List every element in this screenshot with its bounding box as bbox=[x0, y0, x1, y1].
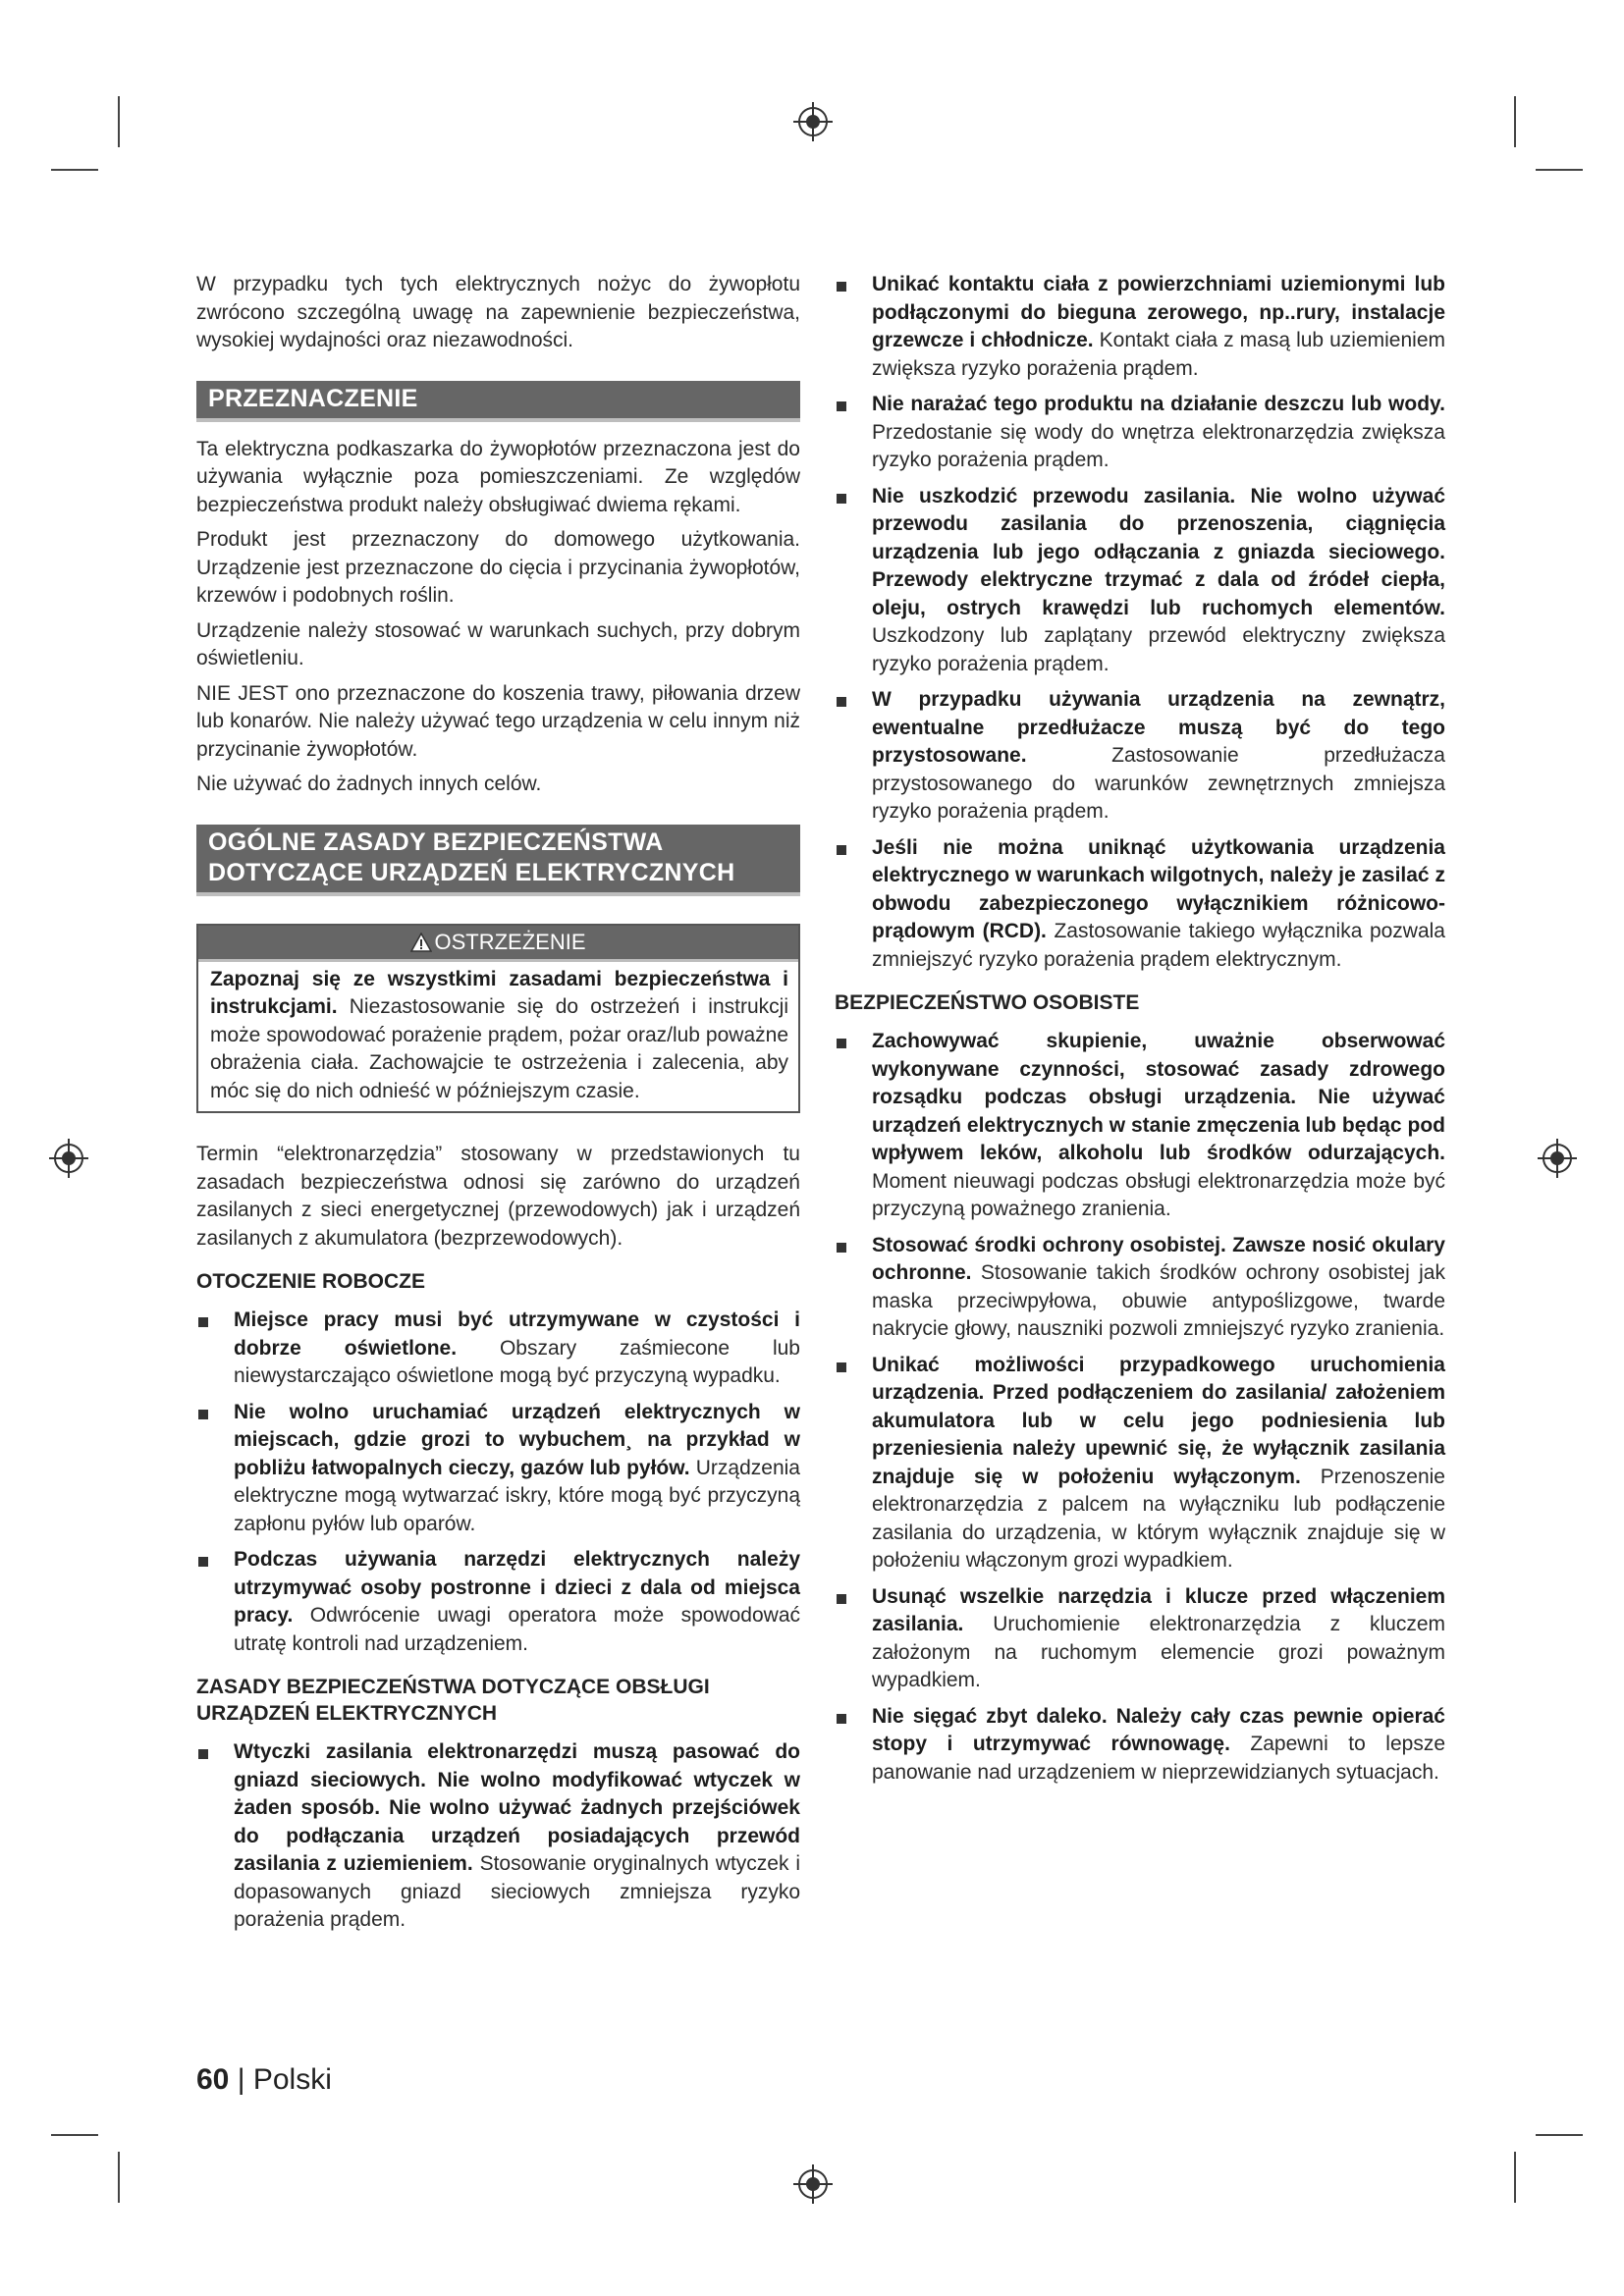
intro-paragraph: W przypadku tych tych elektrycznych nożyc do żywopłotu zwrócono szczególną uwagę na zapewnienie bezpieczeństwa, wysokiej wydajności oraz niezawodności. bbox=[196, 273, 800, 351]
list-item-bold: Nie sięgać zbyt daleko. Należy cały czas pewnie opierać stopy i utrzymywać równowagę. bbox=[872, 1704, 1445, 1755]
purpose-paragraph: NIE JEST ono przeznaczone do koszenia trawy, piłowania drzew lub konarów. Nie należy używać tego urządzenia w celu innym niż przycinanie żywopłotów. bbox=[196, 681, 800, 761]
crop-mark bbox=[1514, 2152, 1516, 2203]
personal-safety-list bbox=[835, 1028, 1445, 1787]
list-item-text: Przedostanie się wody do wnętrza elektronarzędzia zwiększa ryzyko porażenia prądem. bbox=[872, 420, 1445, 471]
list-item-bold: Stosować środki ochrony osobistej. Zawsze nosić okulary ochronne. bbox=[872, 1233, 1445, 1284]
list-item-bold: Wtyczki zasilania elektronarzędzi muszą pasować do gniazd sieciowych. Nie wolno modyfikować wtyczek w żaden sposób. Nie wolno używać żadnych przejściówek do podłączania urządzeń posiadających przewód zasilania z uziemieniem. bbox=[234, 1740, 800, 1875]
list-item bbox=[835, 271, 1445, 383]
warning-header bbox=[198, 926, 798, 962]
right-column bbox=[835, 271, 1445, 1794]
work-area-list bbox=[196, 1307, 800, 1658]
crop-mark bbox=[51, 169, 98, 171]
crop-mark bbox=[118, 2152, 120, 2203]
list-item-text: Przenoszenie elektronarzędzia z palcem na wyłączniku lub podłączenie zasilania do urządzenia, w którym wyłącznik znajduje się w położeniu włączonym grozi wypadkiem. bbox=[872, 1465, 1445, 1572]
warning-triangle-icon bbox=[410, 933, 432, 952]
warning-box bbox=[196, 924, 800, 1114]
list-item-text: Zastosowanie przedłużacza przystosowanego do warunków zewnętrznych zmniejsza ryzyko porażenia prądem. bbox=[872, 744, 1445, 823]
registration-mark-icon bbox=[1536, 1137, 1579, 1180]
list-item-text: Obszary zaśmiecone lub niewystarczająco oświetlone mogą być przyczyną wypadku. bbox=[234, 1336, 800, 1387]
list-item bbox=[835, 1352, 1445, 1575]
list-item-bold: Unikać kontaktu ciała z powierzchniami uziemionymi lub podłączonymi do bieguna zerowego, np..rury, instalacje grzewcze i chłodnicze. bbox=[872, 273, 1445, 351]
list-item-bold: W przypadku używania urządzenia na zewnątrz, ewentualne przedłużacze muszą być do tego przystosowane. bbox=[872, 688, 1445, 767]
list-item-bold: Usunąć wszelkie narzędzia i klucze przed włączeniem zasilania. bbox=[872, 1584, 1445, 1635]
electrical-list-continued bbox=[835, 271, 1445, 974]
list-item bbox=[196, 1546, 800, 1658]
subheading-electrical-safety: ZASADY BEZPIECZEŃSTWA DOTYCZĄCE OBSŁUGI URZĄDZEŃ ELEKTRYCZNYCH bbox=[196, 1676, 710, 1725]
purpose-paragraph: Nie używać do żadnych innych celów. bbox=[196, 773, 542, 795]
page-footer bbox=[196, 2062, 332, 2098]
left-column bbox=[196, 271, 800, 1943]
list-item-text: Zapewni to lepsze panowanie nad urządzeniem w nieprzewidzianych sytuacjach. bbox=[872, 1733, 1445, 1784]
section-heading-general-safety bbox=[196, 825, 800, 896]
list-item-text: Zastosowanie takiego wyłącznika pozwala zmniejszyć ryzyko porażenia prądem elektrycznym. bbox=[872, 920, 1445, 971]
list-item bbox=[196, 1399, 800, 1539]
term-paragraph: Termin “elektronarzędzia” stosowany w przedstawionych tu zasadach bezpieczeństwa odnosi się zarówno do urządzeń zasilanych z sieci energetycznej (przewodowych) jak i urządzeń zasilanych z akumulatora (bezprzewodowych). bbox=[196, 1143, 800, 1250]
list-item bbox=[835, 1703, 1445, 1788]
list-item-bold: Miejsce pracy musi być utrzymywane w czystości i dobrze oświetlone. bbox=[234, 1308, 800, 1360]
registration-mark-icon bbox=[791, 2163, 835, 2206]
warning-bold-text: Zapoznaj się ze wszystkimi zasadami bezpieczeństwa i instrukcjami. bbox=[210, 967, 788, 1018]
list-item-bold: Nie wolno uruchamiać urządzeń elektrycznych w miejscach, gdzie grozi to wybuchem¸ na przykład w pobliżu łatwopalnych cieczy, gazów lub pyłów. bbox=[234, 1400, 800, 1479]
crop-mark bbox=[118, 96, 120, 147]
list-item-bold: Jeśli nie można uniknąć użytkowania urządzenia elektrycznego w warunkach wilgotnych, należy je zasilać z obwodu zabezpieczonego wyłącznikiem różnicowo-prądowym (RCD). bbox=[872, 835, 1445, 942]
list-item-text: Odwrócenie uwagi operatora może spowodować utratę kontroli nad urządzeniem. bbox=[234, 1604, 800, 1655]
registration-mark-icon bbox=[47, 1137, 90, 1180]
subheading-work-area: OTOCZENIE ROBOCZE bbox=[196, 1270, 425, 1293]
warning-text: Niezastosowanie się do ostrzeżeń i instrukcji może spowodować porażenie prądem, pożar oraz/lub poważne obrażenia ciała. Zachowajcie te ostrzeżenia i zalecenia, aby móc się do nich odnieść w późniejszym czasie. bbox=[210, 995, 788, 1102]
list-item-text: Moment nieuwagi podczas obsługi elektronarzędzia może być przyczyną poważnego zranienia. bbox=[872, 1169, 1445, 1220]
list-item bbox=[835, 1028, 1445, 1224]
list-item-text: Urządzenia elektryczne mogą wytwarzać iskry, które mogą być przyczyną zapłonu pyłów lub oparów. bbox=[234, 1456, 800, 1535]
registration-mark-icon bbox=[791, 100, 835, 143]
heading-line: DOTYCZĄCE URZĄDZEŃ ELEKTRYCZNYCH bbox=[208, 858, 735, 886]
list-item-bold: Zachowywać skupienie, uważnie obserwować wykonywane czynności, stosować zasady zdrowego rozsądku podczas obsługi urządzenia. Nie używać urządzeń elektrycznych w stanie zmęczenia lub będąc pod wpływem leków, alkoholu lub środków odurzających. bbox=[872, 1030, 1445, 1164]
list-item-text: Kontakt ciała z masą lub uziemieniem zwiększa ryzyko porażenia prądem. bbox=[872, 329, 1445, 380]
list-item bbox=[835, 391, 1445, 475]
page-number: 60 bbox=[196, 2063, 230, 2096]
purpose-paragraph: Produkt jest przeznaczony do domowego użytkowania. Urządzenie jest przeznaczone do cięcia i przycinania żywopłotów, krzewów i podobnych roślin. bbox=[196, 528, 800, 607]
list-item bbox=[196, 1738, 800, 1935]
list-item-text: Uruchomienie elektronarzędzia z kluczem założonym na ruchomym elemencie grozi poważnym wypadkiem. bbox=[872, 1613, 1445, 1691]
list-item bbox=[196, 1307, 800, 1391]
purpose-paragraph: Urządzenie należy stosować w warunkach suchych, przy dobrym oświetleniu. bbox=[196, 618, 800, 669]
list-item-bold: Nie uszkodzić przewodu zasilania. Nie wolno używać przewodu zasilania do przenoszenia, ciągnięcia urządzenia lub jego odłączania z gniazda sieciowego. Przewody elektryczne trzymać z dala od źródeł ciepła, oleju, ostrych krawędzi lub ruchomych elementów. bbox=[872, 484, 1445, 619]
list-item bbox=[835, 686, 1445, 827]
list-item-bold: Nie narażać tego produktu na działanie deszczu lub wody. bbox=[872, 393, 1445, 415]
warning-body bbox=[198, 962, 798, 1112]
electrical-list bbox=[196, 1738, 800, 1935]
crop-mark bbox=[51, 2134, 98, 2136]
crop-mark bbox=[1536, 2134, 1583, 2136]
list-item-bold: Podczas używania narzędzi elektrycznych należy utrzymywać osoby postronne i dzieci z dala od miejsca pracy. bbox=[234, 1548, 800, 1627]
list-item bbox=[835, 1232, 1445, 1344]
list-item-bold: Unikać możliwości przypadkowego uruchomienia urządzenia. Przed podłączeniem do zasilania/ założeniem akumulatora lub w celu jego podniesienia lub przeniesienia należy upewnić się, że wyłącznik zasilania znajduje się w położeniu wyłączonym. bbox=[872, 1353, 1445, 1488]
purpose-paragraph: Ta elektryczna podkaszarka do żywopłotów przeznaczona jest do używania wyłącznie poza pomieszczeniami. Ze względów bezpieczeństwa produkt należy obsługiwać dwiema rękami. bbox=[196, 437, 800, 516]
list-item bbox=[835, 834, 1445, 975]
section-heading-purpose: PRZEZNACZENIE bbox=[196, 381, 800, 422]
list-item-text: Stosowanie oryginalnych wtyczek i dopasowanych gniazd sieciowych zmniejsza ryzyko porażenia prądem. bbox=[234, 1852, 801, 1931]
crop-mark bbox=[1514, 96, 1516, 147]
warning-label: OSTRZEŻENIE bbox=[434, 929, 586, 954]
heading-line: OGÓLNE ZASADY BEZPIECZEŃSTWA bbox=[208, 828, 664, 856]
list-item-text: Uszkodzony lub zaplątany przewód elektryczny zwiększa ryzyko porażenia prądem. bbox=[872, 624, 1445, 675]
footer-separator: | bbox=[237, 2063, 245, 2096]
list-item bbox=[835, 483, 1445, 679]
list-item-text: Stosowanie takich środków ochrony osobistej jak maska przeciwpyłowa, obuwie antypoślizgowe, twarde nakrycie głowy, nauszniki pozwoli zmniejszyć ryzyko zranienia. bbox=[872, 1261, 1445, 1340]
footer-language: Polski bbox=[252, 2063, 332, 2096]
subheading-personal-safety: BEZPIECZEŃSTWO OSOBISTE bbox=[835, 991, 1140, 1014]
list-item bbox=[835, 1583, 1445, 1695]
crop-mark bbox=[1536, 169, 1583, 171]
